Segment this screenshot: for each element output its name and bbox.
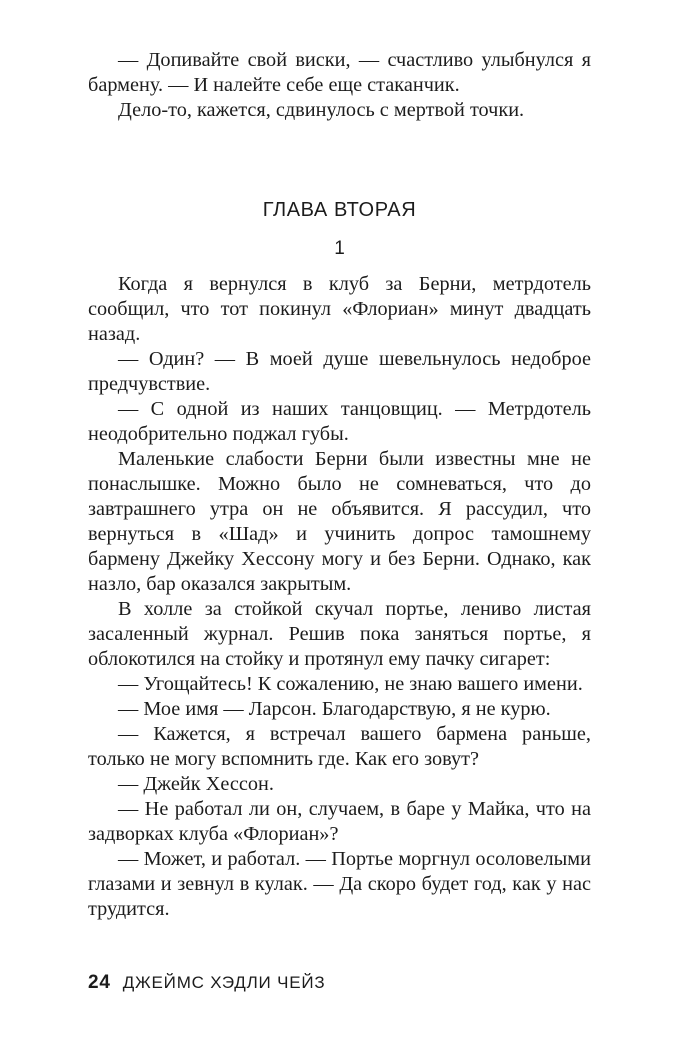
paragraph: — Допивайте свой виски, — счастливо улыбнулся я бармену. — И налейте себе еще стаканчик. — [88, 49, 591, 96]
paragraph: — Может, и работал. — Портье моргнул осоловелыми глазами и зевнул в кулак. — Да скоро будет год, как у нас трудится. — [88, 848, 591, 920]
section-number: 1 — [334, 238, 345, 259]
paragraph: Когда я вернулся в клуб за Берни, метрдотель сообщил, что тот покинул «Флориан» минут двадцать назад. — [88, 273, 591, 345]
page-footer — [88, 972, 325, 994]
paragraph: — Кажется, я встречал вашего бармена раньше, только не могу вспомнить где. Как его зовут? — [88, 723, 591, 770]
paragraph: Дело-то, кажется, сдвинулось с мертвой точки. — [118, 99, 525, 121]
book-page — [88, 48, 591, 922]
paragraph: — Один? — В моей душе шевельнулось недоброе предчувствие. — [88, 348, 591, 395]
paragraph: Маленькие слабости Берни были известны мне не понаслышке. Можно было не сомневаться, что до завтрашнего утра он не объявится. Я рассудил, что вернуться в «Шад» и учинить допрос тамошнему бармену Джейку Хессону могу и без Берни. Однако, как назло, бар оказался закрытым. — [88, 448, 591, 595]
paragraph: — Угощайтесь! К сожалению, не знаю вашего имени. — [118, 673, 583, 695]
running-author: ДЖЕЙМС ХЭДЛИ ЧЕЙЗ — [122, 973, 326, 992]
page-number: 24 — [88, 972, 111, 993]
paragraph: — С одной из наших танцовщиц. — Метрдотель неодобрительно поджал губы. — [88, 398, 591, 445]
paragraph: — Мое имя — Ларсон. Благодарствую, я не курю. — [118, 698, 551, 720]
chapter-title: ГЛАВА ВТОРАЯ — [262, 199, 417, 221]
paragraph: — Джейк Хессон. — [118, 773, 274, 795]
paragraph: В холле за стойкой скучал портье, лениво листая засаленный журнал. Решив пока заняться портье, я облокотился на стойку и протянул ему пачку сигарет: — [88, 598, 591, 670]
paragraph: — Не работал ли он, случаем, в баре у Майка, что на задворках клуба «Флориан»? — [88, 798, 591, 845]
